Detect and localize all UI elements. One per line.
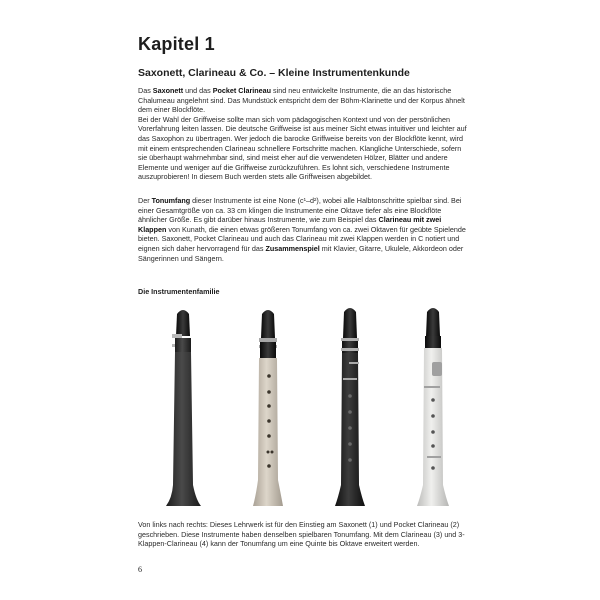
- p2-text-3: von Kunath, die einen etwas größeren Tonumfang von ca. zwei Oktaven für geübte Spielende bieten. Saxonett, Pocket Clarineau und auch das Clarineau mit zwei Klappen werden in C notiert und eignen sich daher hervorragend für das: [138, 224, 466, 253]
- p1-text-4: Bei der Wahl der Griffweise sollte man sich vom pädagogischen Kontext und von der persönlichen Vorerfahrung leiten lassen. Die deutsche Griffweise ist aus meiner Sicht etwas intuitiver und leichter auf das Saxophon zu übertragen. Wer jedoch die barocke Griffweise bereits von der Blockflöte kennt, wird mit einem entsprechenden Clarineau schnellere Fortschritte machen. Klangliche Unterschiede, sofern sie überhaupt wahrnehmbar sind, sind meist eher auf die verwendeten Hölzer, Blätter und andere Elemente und weniger auf die Griffweise zurückzuführen. Es lohnt sich, verschiedene Instrumente auszuprobieren! In diesem Buch werden stets alle Griffweisen abgebildet.: [138, 114, 467, 182]
- saxonett-instrument: [166, 310, 201, 506]
- p2-text-1: Der: [138, 196, 152, 205]
- section-subtitle: Saxonett, Clarineau & Co. – Kleine Instrumentenkunde: [138, 67, 410, 79]
- p1-text-3: sind neu entwickelte Instrumente, die an das historische Chalumeau angelehnt sind. Das Mundstück entspricht dem der Böhm-Klarinette und der Korpus ähnelt dem einer Blockflöte.: [138, 86, 465, 115]
- chapter-title: Kapitel 1: [138, 34, 215, 54]
- figure-title: Die Instrumentenfamilie: [138, 287, 220, 296]
- figure-caption: Von links nach rechts: Dieses Lehrwerk ist für den Einstieg am Saxonett (1) und Pocket Clarineau (2) geschrieben. Diese Instrumente haben denselben spielbaren Tonumfang. Mit dem Clarineau (3) und 3-Klappen-Clarineau (4) kann der Tonumfang um eine Quinte bis Oktave erweitert werden.: [138, 520, 465, 549]
- pocket-clarineau-instrument: [253, 310, 283, 506]
- three-key-clarineau-instrument: [417, 308, 449, 506]
- paragraph-1: [138, 86, 468, 182]
- p2-bold-clarineau-zwei-klappen: Clarineau mit zwei Klappen: [138, 215, 442, 234]
- p2-text-4: mit Klavier, Gitarre, Ukulele, Akkordeon oder Sängerinnen und Sängern.: [138, 243, 464, 263]
- p1-text-2: und das: [183, 86, 213, 95]
- paragraph-2: [138, 196, 468, 263]
- p2-bold-tonumfang: Tonumfang: [151, 196, 191, 205]
- p1-text-1: Das: [138, 86, 153, 95]
- p2-bold-zusammenspiel: Zusammenspiel: [265, 243, 320, 253]
- clarineau-instrument: [335, 308, 365, 506]
- page-number: 6: [138, 565, 142, 574]
- p2-text-2: dieser Instrumente ist eine None (c¹–d²), wobei alle Halbtonschritte spielbar sind. Bei einer Gesamtgröße von ca. 33 cm klingen die Instrumente eine Oktave tiefer als eine Blockflöte ähnlicher Größe. Es gibt darüber hinaus Instrumente, wie zum Beispiel das: [138, 196, 462, 225]
- p1-bold-saxonett: Saxonett: [152, 86, 184, 95]
- p1-bold-pocket-clarineau: Pocket Clarineau: [212, 86, 272, 95]
- instrument-family-photo: [138, 300, 468, 515]
